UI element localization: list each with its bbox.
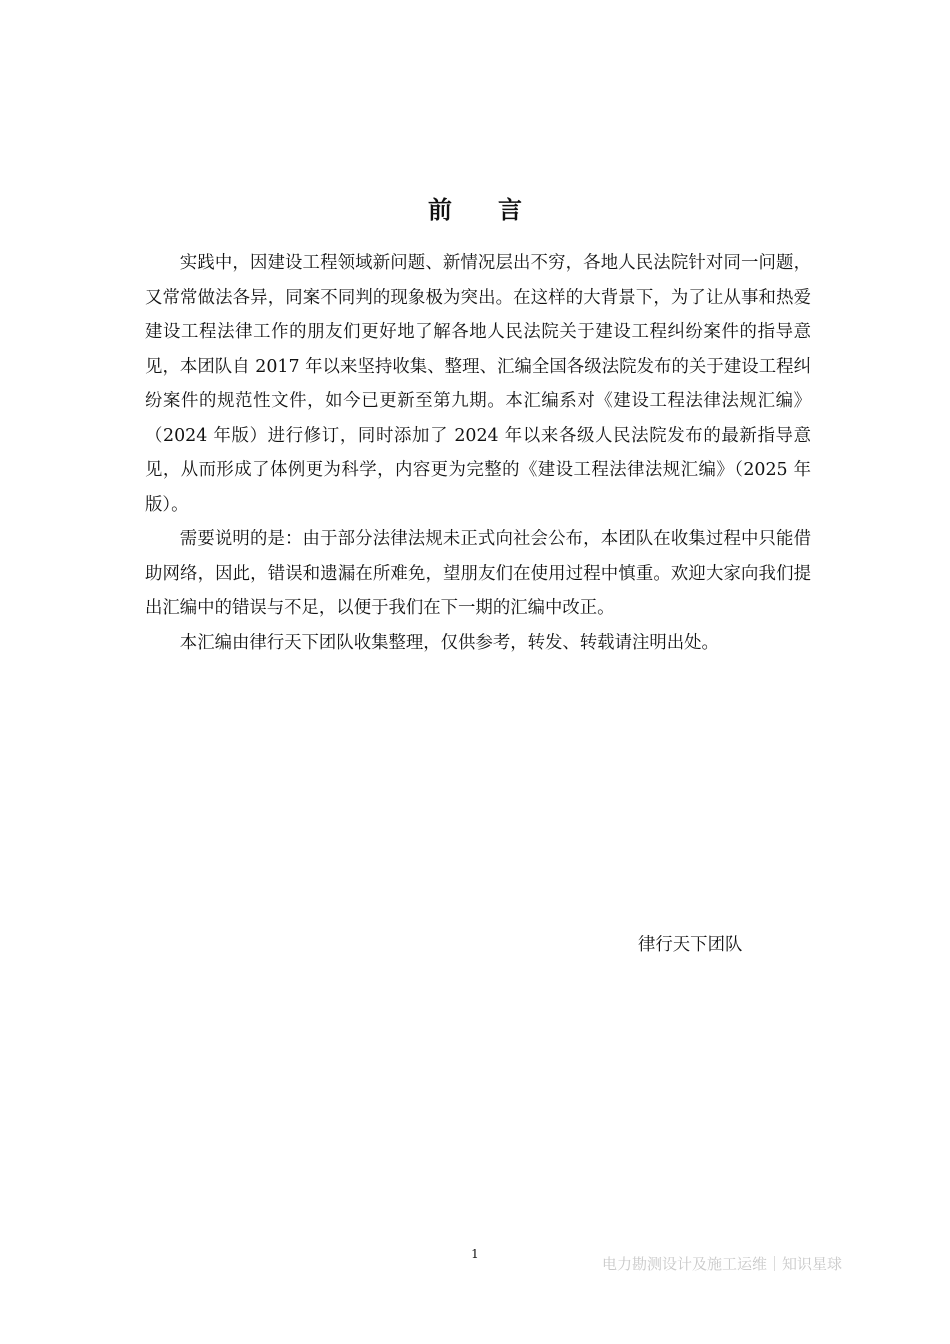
watermark-text: 电力勘测设计及施工运维｜知识星球 [602, 1255, 843, 1273]
paragraph-attribution: 本汇编由律行天下团队收集整理，仅供参考，转发、转载请注明出处。 [179, 632, 719, 653]
document-body [145, 246, 811, 660]
page-number: 1 [471, 1247, 479, 1261]
page-title: 前言 [428, 195, 568, 225]
paragraph-background: 实践中，因建设工程领域新问题、新情况层出不穷，各地人民法院针对同一问题，又常常做法各异，同案不同判的现象极为突出。在这样的大背景下，为了让从事和热爱建设工程法律工作的朋友们更好地了解各地人民法院关于建设工程纠纷案件的指导意见，本团队自 2017 年以来坚持收集、整理、汇编全国各级法院发布的关于建设工程纠纷案件的规范性文件，如今已更新至第九期。本汇编系对《建设工程法律法规汇编》（2024 年版）进行修订，同时添加了 2024 年以来各级人民法院发布的最新指导意见，从而形成了体例更为科学，内容更为完整的《建设工程法律法规汇编》（2025 年版）。 [145, 253, 811, 515]
signature: 律行天下团队 [638, 935, 743, 955]
paragraph-notice: 需要说明的是：由于部分法律法规未正式向社会公布，本团队在收集过程中只能借助网络，因此，错误和遗漏在所难免，望朋友们在使用过程中慎重。欢迎大家向我们提出汇编中的错误与不足，以便于我们在下一期的汇编中改正。 [145, 529, 811, 618]
